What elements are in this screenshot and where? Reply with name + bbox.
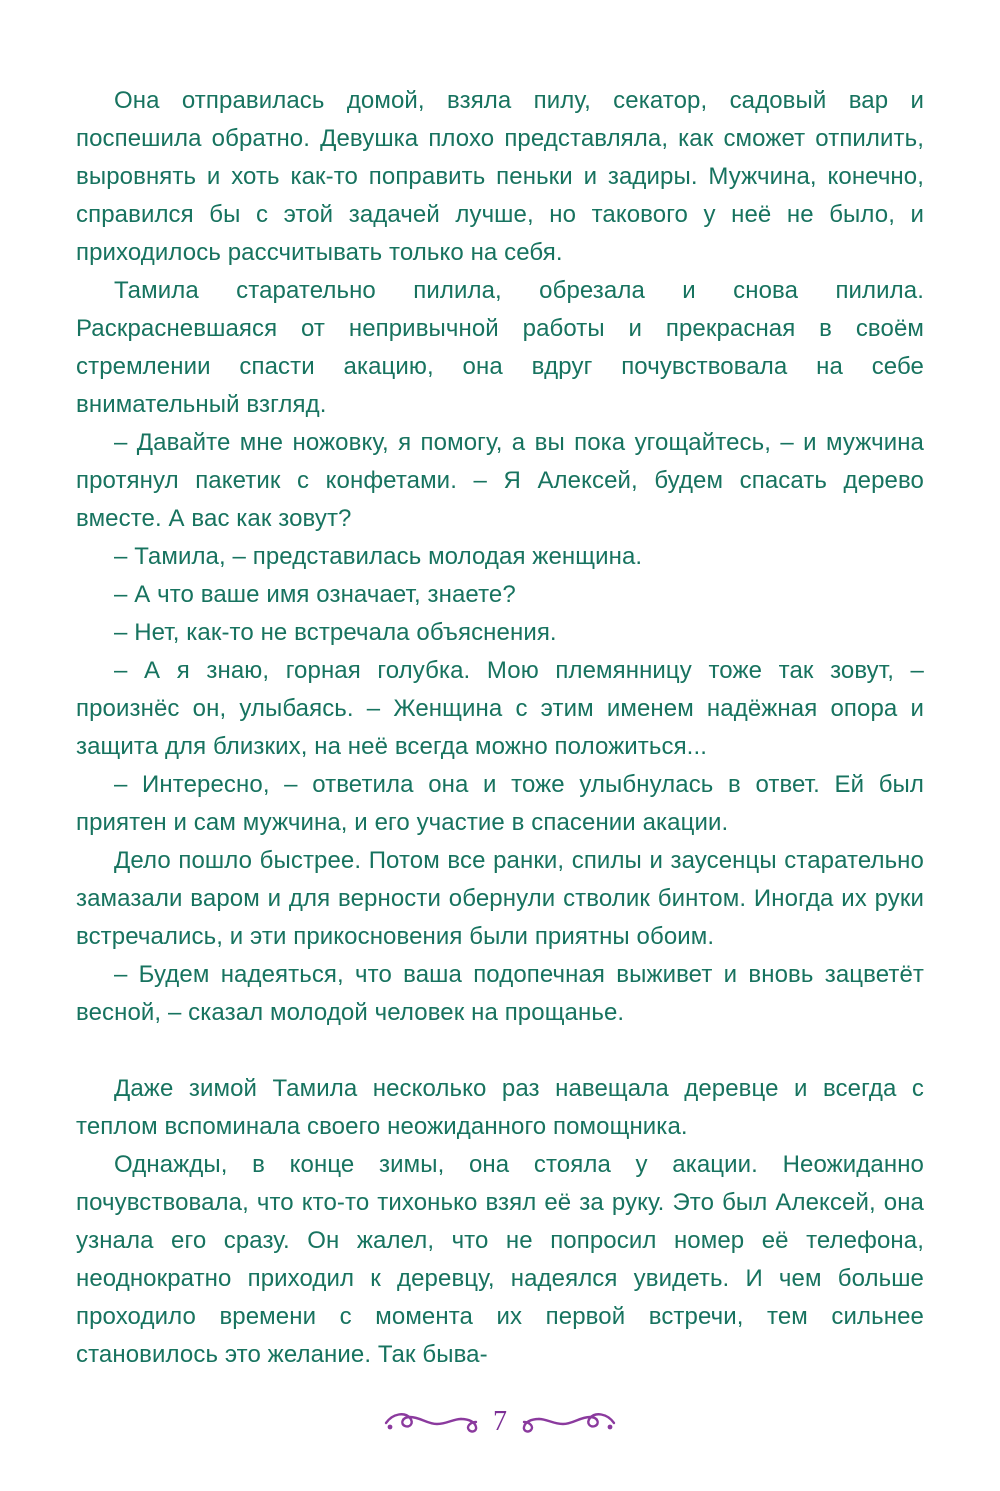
paragraph: – Тамила, – представилась молодая женщина. (114, 543, 643, 570)
flourish-icon (521, 1409, 617, 1435)
paragraph: Однажды, в конце зимы, она стояла у акации. Неожиданно почувствовала, что кто-то тихонько взял её за руку. Это был Алексей, она узнала его сразу. Он жалел, что не попросил номер её телефона, неоднократно приходил к деревцу, надеялся увидеть. И чем больше проходило времени с момента их первой встречи, тем сильнее становилось это желание. Так быва- (76, 1151, 924, 1368)
paragraph: Тамила старательно пилила, обрезала и снова пилила. Раскрасневшаяся от непривычной работы и прекрасная в своём стремлении спасти акацию, она вдруг почувствовала на себе внимательный взгляд. (76, 277, 924, 418)
paragraph: – А что ваше имя означает, знаете? (114, 581, 516, 608)
flourish-icon (383, 1409, 479, 1435)
page-number: 7 (493, 1406, 507, 1437)
paragraph: – Нет, как-то не встречала объяснения. (114, 619, 557, 646)
paragraph: – Будем надеяться, что ваша подопечная выживет и вновь зацветёт весной, – сказал молодой человек на прощанье. (76, 961, 924, 1026)
paragraph: – А я знаю, горная голубка. Мою племянницу тоже так зовут, – произнёс он, улыбаясь. – Женщина с этим именем надёжная опора и защита для близких, на неё всегда можно положиться... (76, 657, 924, 760)
paragraph: – Давайте мне ножовку, я помогу, а вы пока угощайтесь, – и мужчина протянул пакетик с конфетами. – Я Алексей, будем спасать дерево вместе. А вас как зовут? (76, 429, 924, 532)
paragraph: Даже зимой Тамила несколько раз навещала деревце и всегда с теплом вспоминала своего неожиданного помощника. (76, 1075, 924, 1140)
paragraph: Она отправилась домой, взяла пилу, секатор, садовый вар и поспешила обратно. Девушка плохо представляла, как сможет отпилить, выровнять и хоть как-то поправить пеньки и задиры. Мужчина, конечно, справился бы с этой задачей лучше, но такового у неё не было, и приходилось рассчитывать только на себя. (76, 87, 924, 266)
page-footer (0, 1408, 1000, 1436)
text-block (76, 82, 924, 1374)
paragraph: Дело пошло быстрее. Потом все ранки, спилы и заусенцы старательно замазали варом и для верности обернули стволик бинтом. Иногда их руки встречались, и эти прикосновения были приятны обоим. (76, 847, 924, 950)
paragraph: – Интересно, – ответила она и тоже улыбнулась в ответ. Ей был приятен и сам мужчина, и его участие в спасении акации. (76, 771, 924, 836)
